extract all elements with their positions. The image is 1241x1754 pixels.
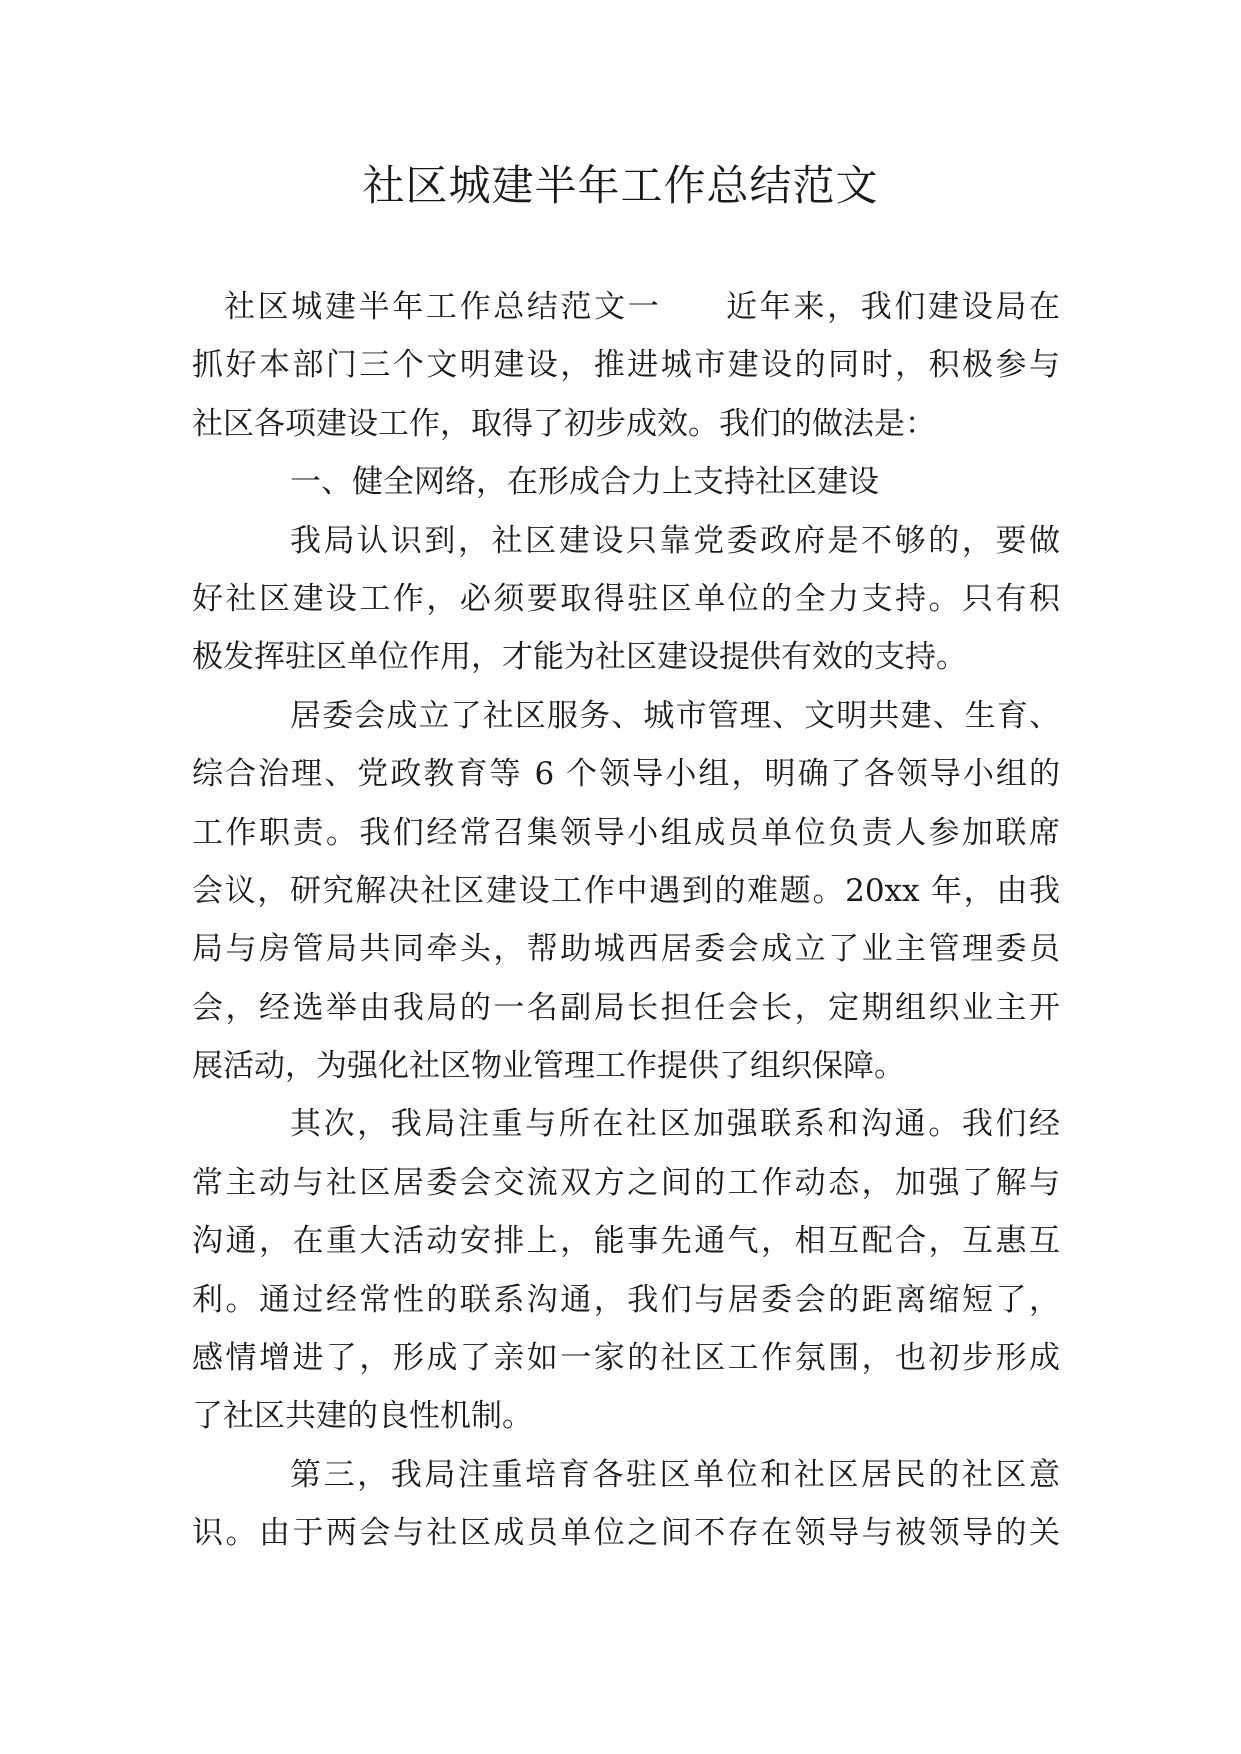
- paragraph-line: 感情增进了，形成了亲如一家的社区工作氛围，也初步形成: [192, 1340, 1060, 1377]
- paragraph: [192, 1095, 1060, 1445]
- paragraph-line: 好社区建设工作，必须要取得驻区单位的全力支持。只有积: [192, 580, 1060, 617]
- paragraph-line: 常主动与社区居委会交流双方之间的工作动态，加强了解与: [192, 1164, 1060, 1201]
- intro-text: 近年来，我们建设局在: [723, 289, 1060, 325]
- paragraph: [192, 687, 1060, 1096]
- document-body: [192, 278, 1060, 1563]
- paragraph-line: 我局认识到，社区建设只靠党委政府是不够的，要做: [290, 522, 1060, 559]
- paragraph-line: 利。通过经常性的联系沟通，我们与居委会的距离缩短了，: [192, 1281, 1060, 1318]
- paragraph-line: 综合治理、党政教育等 6 个领导小组，明确了各领导小组的: [192, 756, 1060, 793]
- intro-line: [192, 278, 1060, 336]
- intro-heading: 社区城建半年工作总结范文一: [224, 289, 662, 325]
- paragraph-line: 展活动，为强化社区物业管理工作提供了组织保障。: [192, 1048, 905, 1085]
- paragraph: [192, 1446, 1060, 1563]
- paragraph-line: 居委会成立了社区服务、城市管理、文明共建、生育、: [290, 697, 1060, 734]
- paragraph-line: 会，经选举由我局的一名副局长担任会长，定期组织业主开: [192, 989, 1060, 1026]
- paragraph-line: 极发挥驻区单位作用，才能为社区建设提供有效的支持。: [192, 639, 967, 676]
- paragraph-line: 会议，研究解决社区建设工作中遇到的难题。20xx 年，由我: [192, 872, 1060, 909]
- paragraph-line: 工作职责。我们经常召集领导小组成员单位负责人参加联席: [192, 814, 1060, 851]
- document-title: 社区城建半年工作总结范文: [362, 161, 879, 210]
- paragraph: [192, 512, 1060, 687]
- paragraph-line: 局与房管局共同牵头，帮助城西居委会成立了业主管理委员: [192, 931, 1060, 968]
- paragraph-line: 第三，我局注重培育各驻区单位和社区居民的社区意: [290, 1456, 1060, 1493]
- paragraph-line: 抓好本部门三个文明建设，推进城市建设的同时，积极参与: [192, 347, 1060, 384]
- paragraph-line: 社区各项建设工作，取得了初步成效。我们的做法是：: [192, 405, 936, 442]
- paragraph-line: 了社区共建的良性机制。: [192, 1398, 533, 1435]
- paragraph-line: 其次，我局注重与所在社区加强联系和沟通。我们经: [290, 1106, 1060, 1143]
- paragraph-line: 沟通，在重大活动安排上，能事先通气，相互配合，互惠互: [192, 1223, 1060, 1260]
- section-heading: 一、健全网络，在形成合力上支持社区建设: [290, 464, 879, 501]
- paragraph-line: 识。由于两会与社区成员单位之间不存在领导与被领导的关: [192, 1515, 1060, 1552]
